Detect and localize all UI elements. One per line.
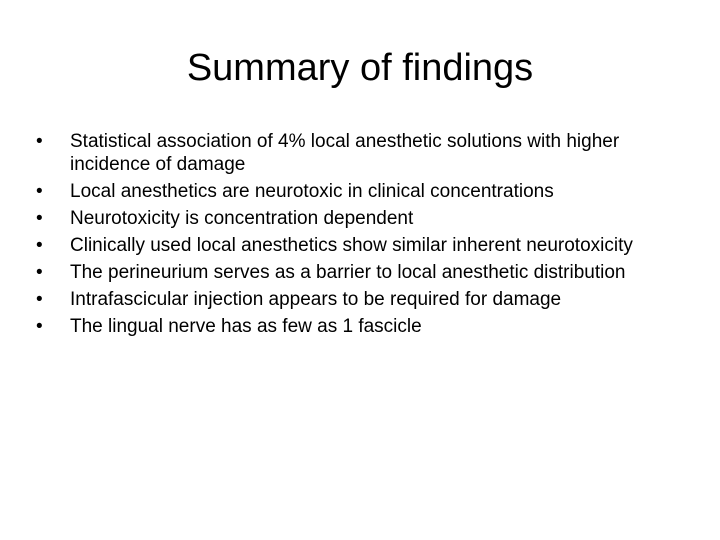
bullet-icon: • [36, 316, 43, 337]
list-item [36, 315, 684, 338]
list-item-text: Local anesthetics are neurotoxic in clinical concentrations [70, 181, 554, 202]
bullet-icon: • [36, 181, 43, 202]
list-item [36, 130, 684, 176]
list-item-text: Statistical association of 4% local anesthetic solutions with higher incidence of damage [70, 131, 620, 175]
list-item [36, 207, 684, 230]
bullet-icon: • [36, 262, 43, 283]
bullet-icon: • [36, 235, 43, 256]
list-item [36, 261, 684, 284]
findings-list [36, 130, 684, 342]
bullet-icon: • [36, 208, 43, 229]
list-item [36, 288, 684, 311]
bullet-icon: • [36, 131, 43, 152]
list-item-text: The perineurium serves as a barrier to local anesthetic distribution [70, 262, 626, 283]
list-item [36, 234, 684, 257]
list-item [36, 180, 684, 203]
list-item-text: The lingual nerve has as few as 1 fascicle [70, 316, 422, 337]
list-item-text: Neurotoxicity is concentration dependent [70, 208, 414, 229]
list-item-text: Clinically used local anesthetics show similar inherent neurotoxicity [70, 235, 633, 256]
list-item-text: Intrafascicular injection appears to be required for damage [70, 289, 562, 310]
bullet-icon: • [36, 289, 43, 310]
slide-title: Summary of findings [186, 47, 534, 89]
